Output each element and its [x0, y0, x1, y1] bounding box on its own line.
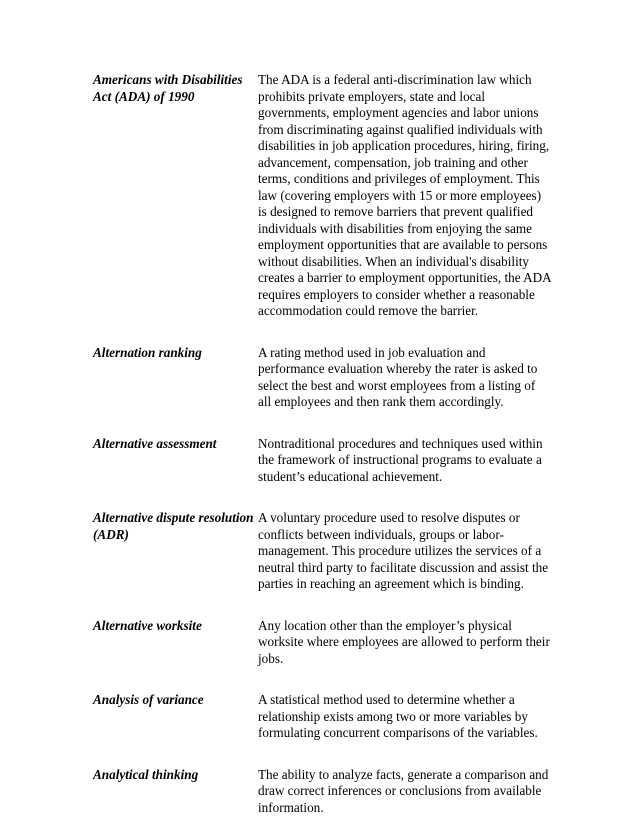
glossary-definition: Any location other than the employer’s physical worksite where employees are allowed to perform their jobs. [258, 617, 550, 666]
glossary-definition: A voluntary procedure used to resolve disputes or conflicts between individuals, groups or labor-management. This procedure utilizes the services of a neutral third party to facilitate discussion and assist the parties in reaching an agreement which is binding. [258, 510, 549, 591]
glossary-definition: Nontraditional procedures and techniques used within the framework of instructional programs to evaluate a student’s educational achievement. [258, 435, 543, 484]
glossary-definition: The ability to analyze facts, generate a comparison and draw correct inferences or conclusions from available information. [258, 766, 549, 815]
glossary-entry [93, 436, 551, 486]
glossary-entry [93, 618, 551, 668]
glossary-term: Americans with Disabilities Act (ADA) of 1990 [93, 72, 243, 104]
glossary-term: Alternative dispute resolution (ADR) [93, 510, 254, 542]
glossary-entry [93, 692, 551, 742]
glossary-definition: The ADA is a federal anti-discrimination law which prohibits private employers, state and local governments, employment agencies and labor unions from discriminating against qualified individuals with disabilities in job application procedures, hiring, firing, advancement, compensation, job training and other terms, conditions and privileges of employment. This law (covering employers with 15 or more employees) is designed to remove barriers that prevent qualified individuals with disabilities from enjoying the same employment opportunities that are available to persons without disabilities. When an individual's disability creates a barrier to employment opportunities, the ADA requires employers to consider whether a reasonable accommodation could remove the barrier. [258, 72, 551, 318]
glossary-term: Alternative worksite [93, 617, 202, 633]
glossary-term: Alternative assessment [93, 435, 217, 451]
glossary-term: Analysis of variance [93, 692, 204, 707]
glossary-term: Analytical thinking [93, 766, 199, 782]
glossary-entry [93, 345, 551, 411]
glossary-entry [93, 767, 551, 817]
glossary-definition: A rating method used in job evaluation and performance evaluation whereby the rater is asked to select the best and worst employees from a listing of all employees and then rank them accordingly. [258, 344, 538, 409]
glossary-term: Alternation ranking [93, 344, 202, 360]
glossary-entry [93, 72, 551, 320]
glossary-definition: A statistical method used to determine whether a relationship exists among two or more variables by formulating concurrent comparisons of the variables. [258, 692, 538, 740]
glossary-entry [93, 510, 551, 593]
